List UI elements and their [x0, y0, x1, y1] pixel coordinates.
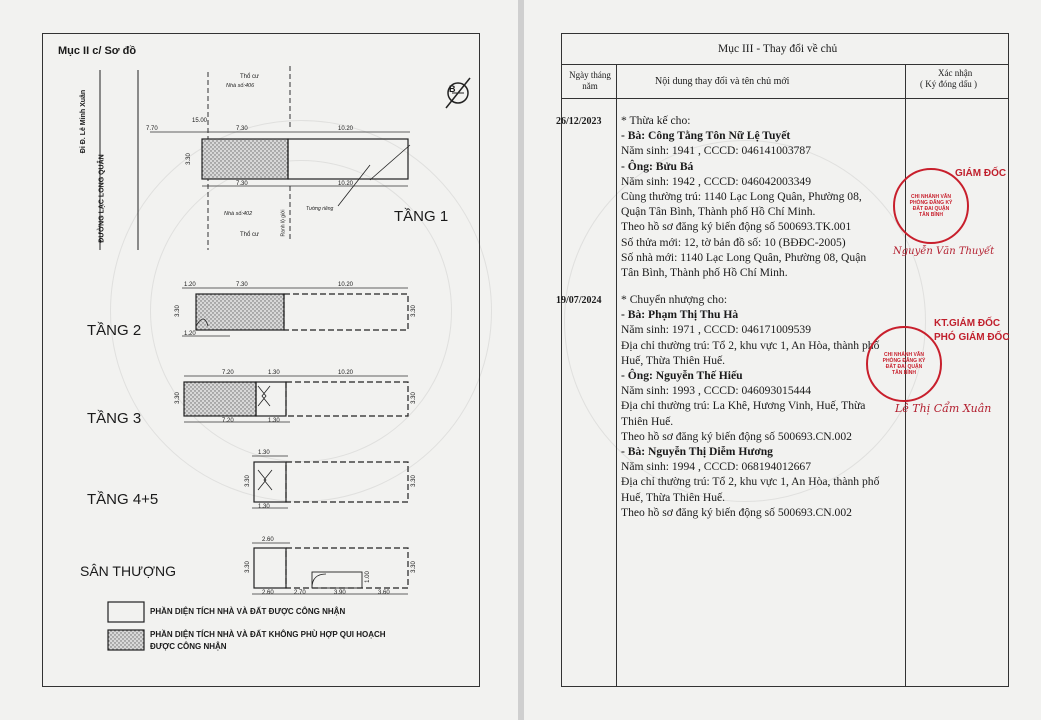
north-label: B — [449, 84, 456, 94]
entry-line: Cùng thường trú: 1140 Lạc Long Quân, Phường 08, — [621, 190, 862, 204]
entry-content — [621, 113, 866, 280]
dim-label: 1.00 — [364, 571, 371, 583]
dim-label: 3.90 — [334, 590, 346, 596]
dim-label: 7.30 — [236, 126, 248, 132]
neighbor-house-406: Nhà số:406 — [226, 83, 255, 89]
street-label-le-minh-xuan: Đi Đ. Lê Minh Xuân — [80, 89, 88, 154]
entry-date: 19/07/2024 — [556, 295, 602, 306]
ranh-lo-gioi-label: Ranh lộ giới — [280, 209, 287, 237]
entry-line: Năm sinh: 1942 , CCCD: 046042003349 — [621, 174, 812, 188]
entry-line: - Bà: Phạm Thị Thu Hà — [621, 308, 739, 322]
legend-nonconforming: PHẦN DIỆN TÍCH NHÀ VÀ ĐẤT KHÔNG PHÙ HỢP QUI HOẠCH — [150, 630, 386, 639]
dim-label: 7.20 — [222, 370, 234, 376]
entry-line: Theo hồ sơ đăng ký biến động số 500693.CN.002 — [621, 429, 852, 443]
dim-label: 7.30 — [236, 181, 248, 187]
column-header-date: Ngày tháng năm — [569, 70, 611, 91]
entry-line: Huế, Thừa Thiên Huế. — [621, 353, 726, 367]
entry-line: Năm sinh: 1993 , CCCD: 046093015444 — [621, 384, 812, 398]
entry-line: Địa chỉ thường trú: Tổ 2, khu vực 1, An Hòa, thành phố — [621, 475, 880, 489]
dim-label: 1.30 — [258, 504, 270, 510]
dim-label: 3.30 — [244, 475, 251, 487]
dim-label: 10.20 — [338, 282, 354, 288]
floor-label: TẦNG 4+5 — [87, 491, 159, 508]
entry-line: Tân Bình, Thành phố Hồ Chí Minh. — [621, 266, 788, 280]
dim-label: 2.70 — [294, 590, 306, 596]
entry-line: Huế, Thừa Thiên Huế. — [621, 490, 726, 504]
neighbor-house-402: Nhà số:402 — [224, 211, 253, 217]
dim-label: 7.20 — [222, 418, 234, 424]
dim-label: 3.30 — [410, 475, 417, 487]
dim-label: 10.20 — [338, 370, 354, 376]
dim-label: 3.30 — [185, 153, 192, 165]
official-stamp-icon: CHI NHÁNH VĂN PHÒNG ĐĂNG KÝ ĐẤT ĐAI QUẬN TÂN BÌNH — [893, 168, 969, 244]
left-page — [0, 0, 518, 720]
dim-label: 1.30 — [258, 450, 270, 456]
dim-label: 1.30 — [268, 370, 280, 376]
entry-line: Địa chỉ thường trú: Tổ 2, khu vực 1, An Hòa, thành phố — [621, 338, 880, 352]
entry-line: Năm sinh: 1971 , CCCD: 046171009539 — [621, 323, 812, 337]
dim-label: 3.30 — [174, 305, 181, 317]
dim-label: 3.30 — [410, 392, 417, 404]
signer-name: Nguyễn Văn Thuyết — [893, 246, 995, 257]
dim-label: 2.60 — [262, 537, 274, 543]
floor-label: SÂN THƯỢNG — [80, 563, 177, 579]
floor-label: TẦNG 1 — [394, 208, 449, 225]
entry-line: - Ông: Nguyễn Thế Hiếu — [621, 369, 743, 383]
dim-label: 3.30 — [410, 305, 417, 317]
section-title: Mục II c/ Sơ đồ — [58, 45, 137, 57]
dim-label: 3.60 — [378, 590, 390, 596]
confirm-title: GIÁM ĐỐC — [955, 168, 1007, 179]
dim-label: 7.30 — [236, 282, 248, 288]
legend-recognized: PHẦN DIỆN TÍCH NHÀ VÀ ĐẤT ĐƯỢC CÔNG NHẬN — [150, 607, 346, 616]
dim-label: 3.30 — [174, 392, 181, 404]
entry-line: - Bà: Công Tằng Tôn Nữ Lệ Tuyết — [621, 129, 791, 143]
neighbor-tho-cu-2: Thổ cư — [240, 232, 260, 238]
tuong-rieng-label: Tường riêng — [306, 206, 334, 212]
entry-line: Thiên Huế. — [621, 414, 674, 428]
dim-label: 3.30 — [410, 561, 417, 573]
dim-label: 2.60 — [262, 590, 274, 596]
entry-line: Năm sinh: 1941 , CCCD: 046141003787 — [621, 144, 812, 158]
column-header-confirm: Xác nhận — [938, 68, 973, 78]
entry-line: Số nhà mới: 1140 Lạc Long Quân, Phường 08, Quận — [621, 250, 867, 264]
section-title-changes: Mục III - Thay đổi về chủ — [718, 43, 838, 55]
dim-label: 10.20 — [338, 181, 354, 187]
confirm-title-2: PHÓ GIÁM ĐỐC — [934, 332, 1010, 343]
entry-line: Địa chỉ thường trú: La Khê, Hương Vinh, Huế, Thừa — [621, 399, 866, 413]
street-label-lac-long-quan: ĐƯỜNG LẠC LONG QUÂN — [98, 154, 106, 243]
entry-line: * Chuyển nhượng cho: — [621, 293, 728, 306]
entry-line: - Bà: Nguyễn Thị Diễm Hương — [621, 445, 773, 459]
official-stamp-icon: CHI NHÁNH VĂN PHÒNG ĐĂNG KÝ ĐẤT ĐAI QUẬN TÂN BÌNH — [866, 326, 942, 402]
dim-label: 3.30 — [244, 561, 251, 573]
entry-line: * Thừa kế cho: — [621, 114, 691, 127]
entry-line: Năm sinh: 1994 , CCCD: 068194012667 — [621, 460, 812, 474]
entry-line: Theo hồ sơ đăng ký biến động số 500693.TK.001 — [621, 220, 852, 234]
confirm-title: KT.GIÁM ĐỐC — [934, 318, 1001, 329]
floor-label: TẦNG 3 — [87, 410, 142, 427]
signer-name: Lê Thị Cẩm Xuân — [895, 402, 992, 415]
entry-line: - Ông: Bửu Bá — [621, 159, 694, 173]
legend-nonconforming-line2: ĐƯỢC CÔNG NHẬN — [150, 642, 227, 651]
neighbor-tho-cu: Thổ cư — [240, 74, 260, 80]
entry-date: 26/12/2023 — [556, 116, 602, 127]
column-header-confirm-sub: ( Ký đóng dấu ) — [920, 79, 977, 89]
dim-label: 10.20 — [338, 126, 354, 132]
dim-label: 7.70 — [146, 126, 158, 132]
dim-label: 1.30 — [268, 418, 280, 424]
entry-line: Số thửa mới: 12, tờ bản đồ số: 10 (BĐĐC-2005) — [621, 235, 846, 249]
column-header-content: Nội dung thay đổi và tên chủ mới — [655, 76, 790, 87]
dim-label: 15.00 — [192, 118, 208, 124]
entry-line: Theo hồ sơ đăng ký biến động số 500693.CN.002 — [621, 505, 852, 519]
floor-label: TẦNG 2 — [87, 322, 142, 339]
entry-line: Quận Tân Bình, Thành phố Hồ Chí Minh. — [621, 205, 816, 219]
entry-content — [621, 292, 879, 520]
dim-label: 1.20 — [184, 331, 196, 337]
dim-label: 1.20 — [184, 282, 196, 288]
